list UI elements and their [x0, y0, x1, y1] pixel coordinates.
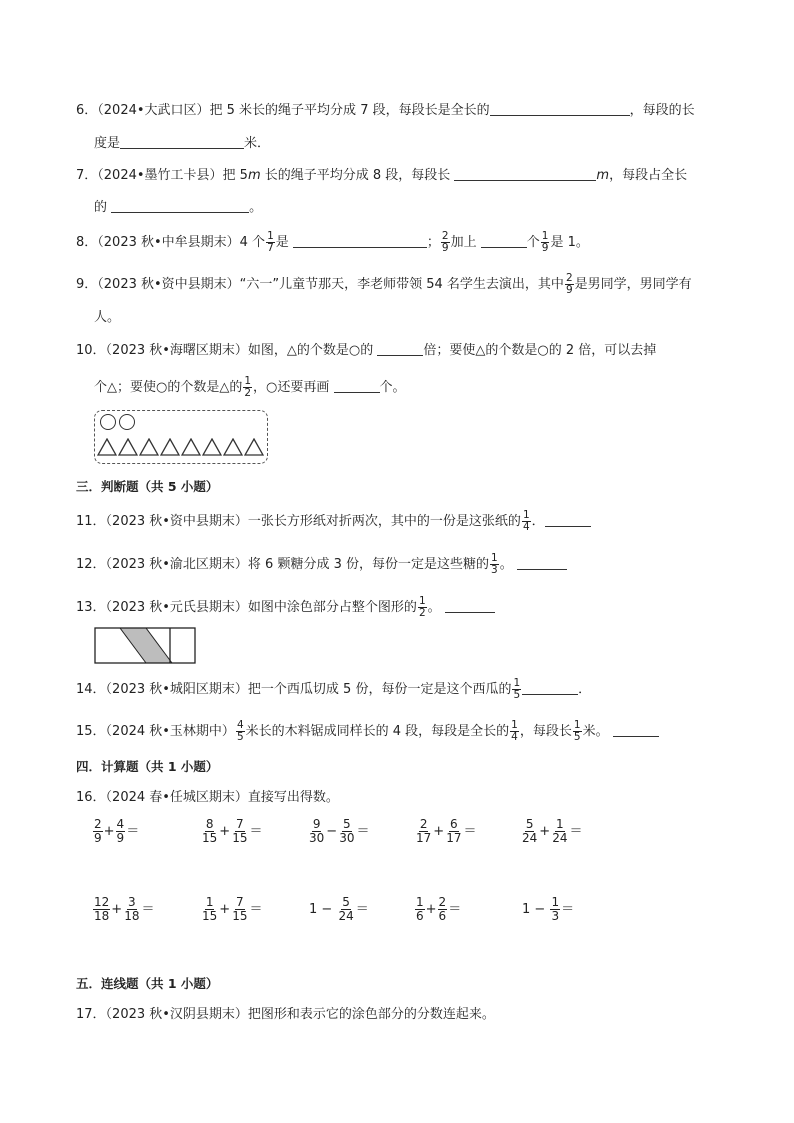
question-16: 16．（2024 春•任城区期末）直接写出得数。: [76, 790, 339, 805]
question-17: 17．（2023 秋•汉阴县期末）把图形和表示它的涂色部分的分数连起来。: [76, 1007, 495, 1022]
question-6-line2: 度是 米．: [94, 136, 271, 151]
question-7: 7．（2024•墨竹工卡县）把 5m 长的绳子平均分成 8 段，每段长 m，每段占全长: [76, 168, 688, 183]
answer-blank[interactable]: [445, 598, 495, 613]
answer-blank[interactable]: [522, 680, 578, 695]
answer-blank[interactable]: [111, 198, 249, 213]
fraction: $\frac{1}{4}$: [522, 509, 530, 533]
shaded-rectangle-figure: [94, 627, 198, 665]
section-title: 四．计算题（共 1 小题）: [76, 759, 219, 774]
answer-blank[interactable]: [481, 233, 527, 248]
question-10: 10．（2023 秋•海曙区期末）如图，△的个数是○的 倍；要使△的个数是○的 2 倍，可以去掉: [76, 343, 657, 358]
triangle-icon: [139, 438, 159, 456]
question-8: 8．（2023 秋•中牟县期末）4 个 $\frac{1}{7}$ 是 ； $\frac{2}{9}$ 加上 个 $\frac{1}{9}$ 是 1。: [76, 230, 589, 254]
circle-icon: [119, 414, 135, 430]
triangle-icon: [160, 438, 180, 456]
triangle-icon: [223, 438, 243, 456]
question-9: 9．（2023 秋•资中县期末）“六一”儿童节那天，李老师带领 54 名学生去演出，其中 $\frac{2}{9}$ 是男同学，男同学有: [76, 272, 692, 296]
fraction: $\frac{1}{7}$: [267, 230, 274, 254]
section-title: 三．判断题（共 5 小题）: [76, 479, 219, 494]
question-14: 14．（2023 秋•城阳区期末）把一个西瓜切成 5 份，每份一定是这个西瓜的 $\frac{1}{5}$ ．: [76, 677, 592, 701]
question-9-line2: 人。: [94, 310, 121, 325]
calc-item: $\frac{9}{30}$ − $\frac{5}{30}$ ＝: [309, 817, 370, 845]
calc-item: $\frac{12}{18}$ + $\frac{3}{18}$ ＝: [94, 895, 155, 923]
fraction: $\frac{1}{5}$: [573, 719, 581, 743]
calc-item: $\frac{2}{9}$ + $\frac{4}{9}$ ＝: [94, 817, 140, 845]
question-7-line2: 的 。: [94, 200, 263, 215]
fraction: $\frac{1}{4}$: [511, 719, 518, 743]
triangle-icon: [244, 438, 264, 456]
question-12: 12．（2023 秋•渝北区期末）将 6 颗糖分成 3 份，每份一定是这些糖的 $\frac{1}{3}$ 。: [76, 553, 567, 576]
question-11: 11．（2023 秋•资中县期末）一张长方形纸对折两次，其中的一份是这张纸的 $\frac{1}{4}$ ．: [76, 510, 591, 533]
fraction: $\frac{1}{3}$: [491, 552, 498, 576]
question-13: 13．（2023 秋•元氏县期末）如图中涂色部分占整个图形的 $\frac{1}{2}$ 。: [76, 596, 495, 619]
question-10-line2: 个△；要使○的个数是△的 $\frac{1}{2}$ ，○还要再画 个。: [94, 375, 406, 399]
answer-blank[interactable]: [613, 722, 659, 737]
fraction: $\frac{1}{2}$: [418, 595, 426, 619]
fraction: $\frac{1}{2}$: [244, 375, 252, 399]
circle-icon: [100, 414, 116, 430]
shaded-parallelogram: [120, 628, 172, 663]
question-15: 15．（2024 秋•玉林期中） $\frac{4}{5}$ 米长的木料锯成同样长的 4 段，每段是全长的 $\frac{1}{4}$ ，每段长 $\frac{1}{5}$ 米。: [76, 720, 659, 743]
calc-item: $\frac{8}{15}$ + $\frac{7}{15}$ ＝: [202, 817, 263, 845]
section-title: 五．连线题（共 1 小题）: [76, 976, 219, 991]
triangle-icon: [181, 438, 201, 456]
answer-blank[interactable]: [120, 134, 244, 149]
calc-item: $\frac{1}{6}$ + $\frac{2}{6}$ ＝: [416, 895, 462, 923]
fraction: $\frac{2}{9}$: [565, 272, 573, 296]
answer-blank[interactable]: [545, 512, 591, 527]
calc-item: $\frac{1}{15}$ + $\frac{7}{15}$ ＝: [202, 895, 263, 923]
triangle-icon: [97, 438, 117, 456]
calc-item: $\frac{2}{17}$ + $\frac{6}{17}$ ＝: [416, 817, 477, 845]
calc-item: 1 − $\frac{5}{24}$ ＝: [309, 895, 369, 923]
answer-blank[interactable]: [454, 166, 596, 181]
answer-blank[interactable]: [377, 341, 423, 356]
calc-item: 1 − $\frac{1}{3}$ ＝: [522, 895, 575, 923]
triangle-icon: [118, 438, 138, 456]
answer-blank[interactable]: [490, 101, 630, 116]
answer-blank[interactable]: [517, 555, 567, 570]
triangle-icon: [202, 438, 222, 456]
answer-blank[interactable]: [334, 378, 380, 393]
fraction: $\frac{4}{5}$: [236, 719, 244, 743]
fraction: $\frac{1}{5}$: [513, 677, 521, 701]
answer-blank[interactable]: [293, 233, 427, 248]
fraction: $\frac{2}{9}$: [441, 230, 449, 254]
question-6: 6．（2024•大武口区）把 5 米长的绳子平均分成 7 段，每段长是全长的 ，每段的长: [76, 103, 695, 118]
fraction: $\frac{1}{9}$: [541, 230, 549, 254]
shapes-figure: [94, 410, 268, 464]
calc-item: $\frac{5}{24}$ + $\frac{1}{24}$ ＝: [522, 817, 583, 845]
